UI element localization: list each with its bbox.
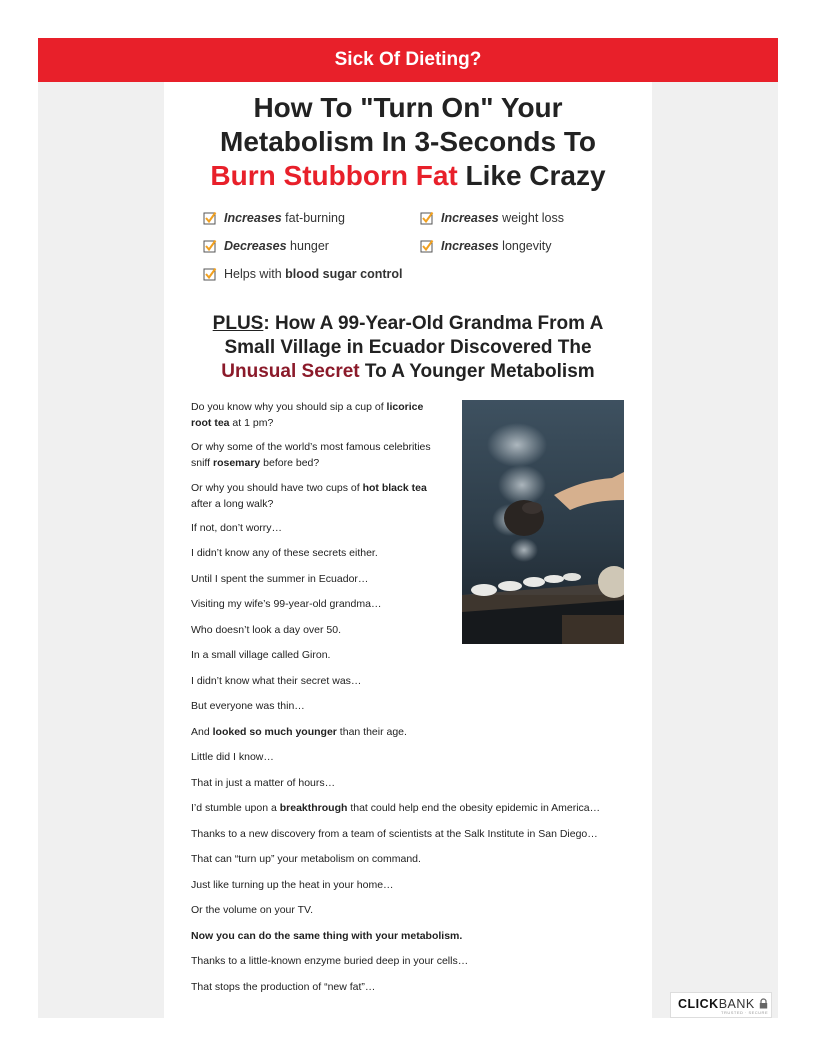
paragraph-bold: licorice xyxy=(386,401,424,413)
paragraph-bold: breakthrough xyxy=(279,802,348,814)
tea-photo xyxy=(462,400,624,644)
benefit-bold: Decreases xyxy=(224,239,287,253)
benefit-text: fat-burning xyxy=(281,211,345,225)
plus-label: PLUS xyxy=(212,313,264,334)
paragraph-text: Do you know why you should sip a cup of xyxy=(191,401,387,413)
paragraph: Little did I know… xyxy=(191,751,274,763)
benefit-bold: blood sugar control xyxy=(285,267,403,281)
paragraph-text: that could help end the obesity epidemic in America… xyxy=(347,802,601,814)
paragraph-text: Or why you should have two cups of xyxy=(191,482,363,494)
paragraph-text: at 1 pm? xyxy=(229,416,274,429)
paragraph: Or the volume on your TV. xyxy=(191,904,313,916)
headline-line-3 xyxy=(164,159,652,193)
benefit-bold: Increases xyxy=(441,239,499,253)
benefit-item xyxy=(420,237,552,255)
benefit-item xyxy=(203,237,329,255)
paragraph: Just like turning up the heat in your home… xyxy=(191,879,394,891)
checkbox-icon xyxy=(203,239,217,253)
subhead-highlight: Unusual Secret xyxy=(221,361,360,382)
benefit-text: weight loss xyxy=(498,211,564,225)
benefit-item xyxy=(203,209,345,227)
paragraph: That in just a matter of hours… xyxy=(191,777,336,789)
subhead-line-3-rest: To A Younger Metabolism xyxy=(359,361,595,382)
paragraph: Thanks to a little-known enzyme buried deep in your cells… xyxy=(191,955,469,967)
benefit-text: Helps with xyxy=(224,267,286,281)
paragraph-text: than their age. xyxy=(336,726,407,738)
headline-line-3-rest: Like Crazy xyxy=(457,160,606,191)
paragraph-text: before bed? xyxy=(260,456,320,469)
paragraph-line: after a long walk? xyxy=(191,497,274,510)
paragraph: But everyone was thin… xyxy=(191,700,305,712)
paragraph xyxy=(191,725,407,741)
paragraph: If not, don’t worry… xyxy=(191,522,283,534)
paragraph: That can “turn up” your metabolism on command. xyxy=(191,853,421,865)
subhead-line-3 xyxy=(164,360,652,384)
paragraph: I didn’t know what their secret was… xyxy=(191,675,362,687)
benefit-text: longevity xyxy=(498,239,552,253)
checkbox-icon xyxy=(203,211,217,225)
clickbank-logo xyxy=(678,997,755,1011)
paragraph-line: Or why some of the world’s most famous celebrities xyxy=(191,441,431,453)
badge-brand-rest: BANK xyxy=(718,997,755,1011)
paragraph-bold: looked so much younger xyxy=(212,726,337,738)
sub-headline xyxy=(164,312,652,384)
checkbox-icon xyxy=(420,239,434,253)
paragraph: Thanks to a new discovery from a team of scientists at the Salk Institute in San Diego… xyxy=(191,828,598,840)
paragraph-line xyxy=(191,416,423,432)
lock-icon xyxy=(759,998,768,1009)
benefit-item xyxy=(420,209,564,227)
headline-line-2: Metabolism In 3-Seconds To xyxy=(220,126,596,157)
paragraph-text: I’d stumble upon a xyxy=(191,802,280,814)
checkbox-icon xyxy=(203,267,217,281)
paragraph-text: And xyxy=(191,726,213,738)
paragraph: Until I spent the summer in Ecuador… xyxy=(191,573,369,585)
benefit-bold: Increases xyxy=(441,211,499,225)
benefit-text: hunger xyxy=(286,239,329,253)
paragraph: I didn’t know any of these secrets either. xyxy=(191,547,378,559)
paragraph: Visiting my wife’s 99-year-old grandma… xyxy=(191,598,382,610)
paragraph-line xyxy=(191,481,427,497)
paragraph-bold: rosemary xyxy=(212,456,261,469)
paragraph xyxy=(191,929,462,945)
paragraph-bold: Now you can do the same thing with your metabolism. xyxy=(191,930,463,942)
subhead-line-1 xyxy=(164,312,652,336)
checkbox-icon xyxy=(420,211,434,225)
paragraph xyxy=(191,801,600,817)
benefit-item xyxy=(203,265,403,283)
paragraph: That stops the production of “new fat”… xyxy=(191,981,376,993)
paragraph-bold: root tea xyxy=(191,416,230,429)
paragraph: Who doesn’t look a day over 50. xyxy=(191,624,342,636)
badge-subtext: TRUSTED · SECURE xyxy=(721,1010,769,1015)
banner-text: Sick Of Dieting? xyxy=(334,49,482,70)
paragraph: In a small village called Giron. xyxy=(191,649,331,661)
paragraph xyxy=(191,440,431,471)
main-headline xyxy=(164,91,652,193)
benefit-bold: Increases xyxy=(224,211,282,225)
subhead-line-2: Small Village in Ecuador Discovered The xyxy=(224,337,592,358)
top-banner xyxy=(38,38,778,82)
paragraph xyxy=(191,481,427,512)
paragraph-text: sniff xyxy=(191,456,213,469)
paragraph-line xyxy=(191,456,431,472)
paragraph-bold: hot black tea xyxy=(362,482,427,494)
subhead-line-1-rest: : How A 99-Year-Old Grandma From A xyxy=(263,313,604,334)
headline-highlight: Burn Stubborn Fat xyxy=(210,160,458,191)
paragraph-line xyxy=(191,400,423,416)
badge-brand-bold: CLICK xyxy=(678,997,719,1011)
clickbank-badge[interactable] xyxy=(670,992,772,1018)
headline-line-1: How To "Turn On" Your xyxy=(253,92,563,123)
paragraph xyxy=(191,400,423,431)
